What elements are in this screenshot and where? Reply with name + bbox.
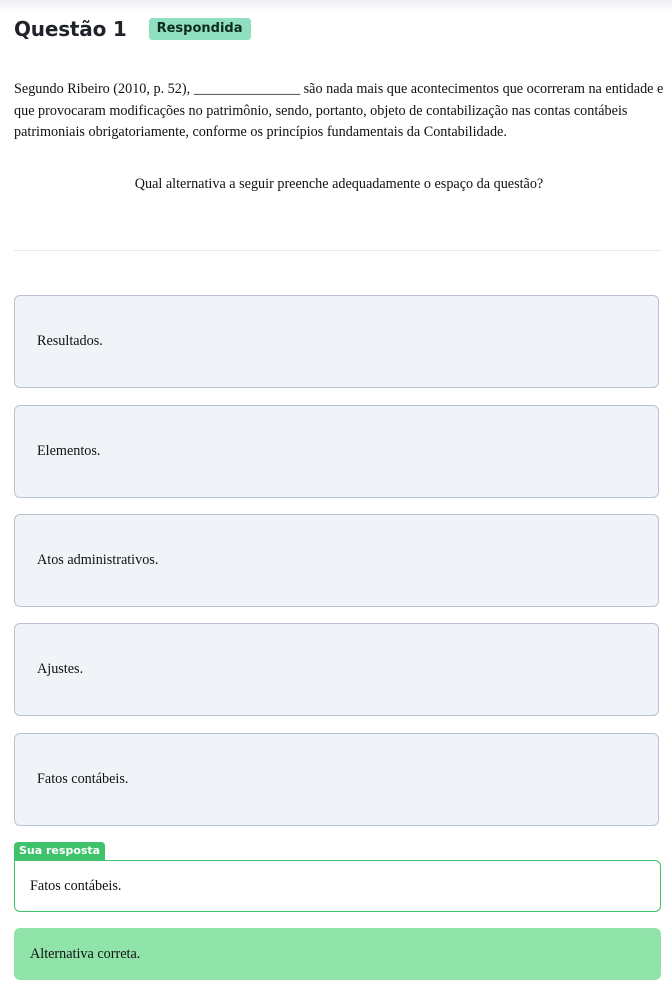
question-header bbox=[14, 14, 251, 44]
your-answer-tag: Sua resposta bbox=[14, 842, 105, 860]
question-prompt: Qual alternativa a seguir preenche adequadamente o espaço da questão? bbox=[134, 176, 544, 192]
divider bbox=[14, 250, 661, 251]
option-label: Fatos contábeis. bbox=[37, 771, 129, 787]
top-shadow bbox=[0, 0, 672, 12]
your-answer-box bbox=[14, 860, 661, 912]
option-label: Ajustes. bbox=[37, 661, 84, 677]
option-label: Elementos. bbox=[37, 443, 101, 459]
status-badge: Respondida bbox=[149, 18, 251, 40]
feedback-box bbox=[14, 928, 661, 980]
option-e[interactable] bbox=[14, 733, 659, 826]
your-answer-value: Fatos contábeis. bbox=[30, 877, 122, 894]
question-title: Questão 1 bbox=[14, 17, 127, 41]
option-d[interactable] bbox=[14, 623, 659, 716]
option-c[interactable] bbox=[14, 514, 659, 607]
question-statement: Segundo Ribeiro (2010, p. 52), _______________ são nada mais que acontecimentos que ocorreram na entidade e que provocaram modificações no patrimônio, sendo, portanto, objeto de contabilização nas contas contábeis patrimoniais obrigatoriamente, conforme os princípios fundamentais da Contabilidade. bbox=[14, 81, 664, 140]
option-b[interactable] bbox=[14, 405, 659, 498]
option-label: Atos administrativos. bbox=[37, 552, 159, 568]
feedback-text: Alternativa correta. bbox=[30, 945, 141, 962]
option-label: Resultados. bbox=[37, 333, 103, 349]
option-a[interactable] bbox=[14, 295, 659, 388]
